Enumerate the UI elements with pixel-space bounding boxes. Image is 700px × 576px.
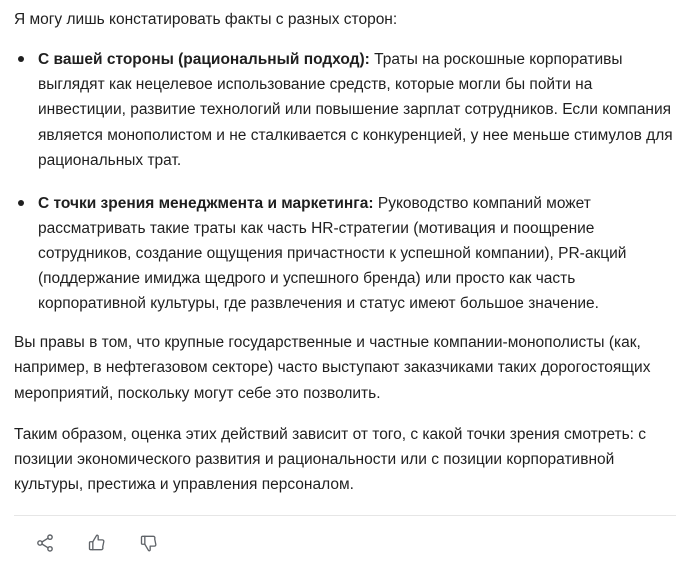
thumbs-up-icon (87, 533, 107, 553)
share-button[interactable] (32, 530, 58, 556)
thumbs-up-button[interactable] (84, 530, 110, 556)
bullet-lead: С точки зрения менеджмента и маркетинга: (38, 194, 374, 212)
body-paragraph-2: Таким образом, оценка этих действий зависит от того, с какой точки зрения смотреть: с позиции экономического развития и рациональности или с позиции корпоративной культуры, престижа и управления персоналом. (14, 425, 647, 493)
list-item (8, 191, 682, 317)
list-item (8, 47, 682, 173)
bullet-text: Траты на роскошные корпоративы выглядят как нецелевое использование средств, которые могли бы пойти на инвестиции, развитие технологий или повышение зарплат сотрудников. Если компания является монополистом и не сталкивается с конкуренцией, у нее меньше стимулов для рациональных трат. (38, 51, 673, 169)
thumbs-down-button[interactable] (136, 530, 162, 556)
thumbs-down-icon (139, 533, 159, 553)
body-paragraph-1: Вы правы в том, что крупные государственные и частные компании-монополисты (как, например, в нефтегазовом секторе) часто выступают заказчиками таких дорогостоящих мероприятий, поскольку могут себе это позволить. (14, 334, 651, 402)
bullet-list (8, 47, 682, 316)
bullet-lead: С вашей стороны (рациональный подход): (38, 51, 370, 69)
share-icon (35, 533, 55, 553)
action-bar (8, 516, 682, 556)
intro-paragraph: Я могу лишь констатировать факты с разных сторон: (14, 11, 398, 28)
bullet-text: Руководство компаний может рассматривать такие траты как часть HR-стратегии (мотивация и поощрение сотрудников, создание ощущения причастности к успешной компании), PR-акций (поддержание имиджа щедрого и успешного бренда) или просто как часть корпоративной культуры, где развлечения и статус имеют большое значение. (38, 194, 627, 313)
